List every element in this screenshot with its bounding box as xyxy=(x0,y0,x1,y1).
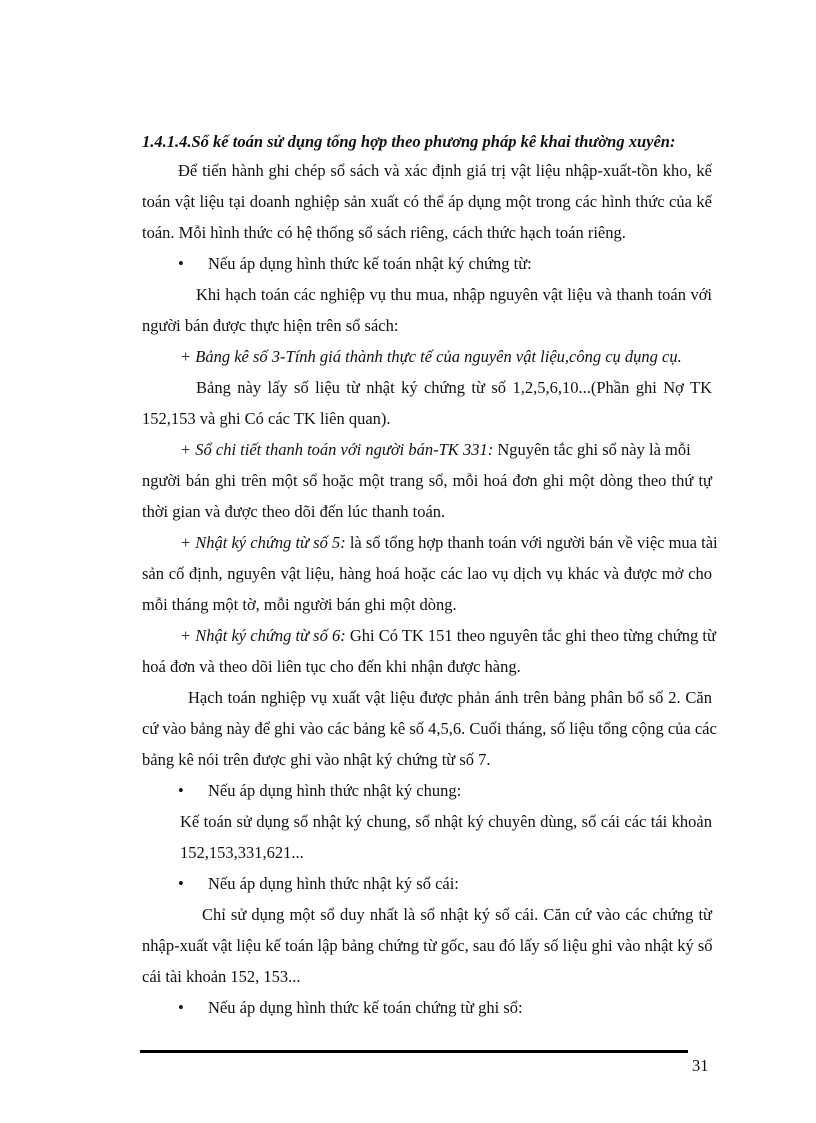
item-nkct-5-title: + Nhật ký chứng từ số 5: xyxy=(180,533,346,552)
bullet-recording-voucher: • Nếu áp dụng hình thức kế toán chứng từ ghi sổ: xyxy=(208,997,523,1019)
section-heading: 1.4.1.4.Sổ kế toán sử dụng tổng hợp theo phương pháp kê khai thường xuyên: xyxy=(142,132,676,151)
intro-line-1: Để tiến hành ghi chép sổ sách và xác định giá trị vật liệu nhập-xuất-tồn kho, kế xyxy=(178,161,712,180)
bullet-ledger-journal: • Nếu áp dụng hình thức nhật ký sổ cái: xyxy=(208,873,459,895)
item-nkct-5 xyxy=(180,532,718,554)
intro-line-3: toán. Mỗi hình thức có hệ thống sổ sách riêng, cách thức hạch toán riêng. xyxy=(142,223,626,242)
purchase-para-line-1: Khi hạch toán các nghiệp vụ thu mua, nhập nguyên vật liệu và thanh toán với xyxy=(196,285,712,304)
ledger-journal-line-1: Chỉ sử dụng một sổ duy nhất là sổ nhật ký sổ cái. Căn cứ vào các chứng từ xyxy=(202,905,712,924)
item-so-chi-tiet-331-title: + Sổ chi tiết thanh toán với người bán-TK 331: xyxy=(180,440,494,459)
item-so-chi-tiet-331 xyxy=(180,439,691,461)
intro-line-2: toán vật liệu tại doanh nghiệp sản xuất có thể áp dụng một trong các hình thức của kế xyxy=(142,192,712,211)
item-nkct-5-line-1: là sổ tổng hợp thanh toán với người bán về việc mua tài xyxy=(345,533,718,552)
item-so-chi-tiet-331-line-3: thời gian và được theo dõi đến lúc thanh toán. xyxy=(142,502,446,521)
general-journal-line-2: 152,153,331,621... xyxy=(180,843,304,862)
item-so-chi-tiet-331-line-1: Nguyên tắc ghi sổ này là mỗi xyxy=(493,440,691,459)
item-nkct-5-line-3: mỗi tháng một tờ, mỗi người bán ghi một dòng. xyxy=(142,595,457,614)
item-bang-ke-3: + Bảng kê số 3-Tính giá thành thực tế của nguyên vật liệu,công cụ dụng cụ. xyxy=(180,347,682,366)
item-nkct-6-line-2: hoá đơn và theo dõi liên tục cho đến khi nhận được hàng. xyxy=(142,657,521,676)
bullet-voucher-journal: • Nếu áp dụng hình thức kế toán nhật ký chứng từ: xyxy=(208,253,532,275)
export-para-line-1: Hạch toán nghiệp vụ xuất vật liệu được phản ánh trên bảng phân bổ số 2. Căn xyxy=(188,688,712,707)
purchase-para-line-2: người bán được thực hiện trên sổ sách: xyxy=(142,316,399,335)
item-nkct-5-line-2: sản cố định, nguyên vật liệu, hàng hoá hoặc các lao vụ dịch vụ khác và được mở cho xyxy=(142,564,712,583)
general-journal-line-1: Kế toán sử dụng sổ nhật ký chung, sổ nhật ký chuyên dùng, sổ cái các tái khoản xyxy=(180,812,712,831)
item-so-chi-tiet-331-line-2: người bán ghi trên một sổ hoặc một trang sổ, mỗi hoá đơn ghi một dòng theo thứ tự xyxy=(142,471,712,490)
export-para-line-2: cứ vào bảng này để ghi vào các bảng kê số 4,5,6. Cuối tháng, số liệu tổng cộng của các xyxy=(142,719,717,738)
item-bang-ke-3-line-2: 152,153 và ghi Có các TK liên quan). xyxy=(142,409,391,428)
ledger-journal-line-2: nhập-xuất vật liệu kế toán lập bảng chứng từ gốc, sau đó lấy số liệu ghi vào nhật ký sổ xyxy=(142,936,713,955)
item-nkct-6-line-1: Ghi Có TK 151 theo nguyên tắc ghi theo từng chứng từ xyxy=(345,626,716,645)
page-number: 31 xyxy=(692,1056,709,1075)
export-para-line-3: bảng kê nói trên được ghi vào nhật ký chứng từ số 7. xyxy=(142,750,491,769)
item-nkct-6 xyxy=(180,625,716,647)
ledger-journal-line-3: cái tài khoản 152, 153... xyxy=(142,967,301,986)
footer-rule xyxy=(140,1050,688,1053)
item-nkct-6-title: + Nhật ký chứng từ số 6: xyxy=(180,626,346,645)
item-bang-ke-3-line-1: Bảng này lấy số liệu từ nhật ký chứng từ số 1,2,5,6,10...(Phần ghi Nợ TK xyxy=(196,378,712,397)
bullet-general-journal: • Nếu áp dụng hình thức nhật ký chung: xyxy=(208,780,461,802)
